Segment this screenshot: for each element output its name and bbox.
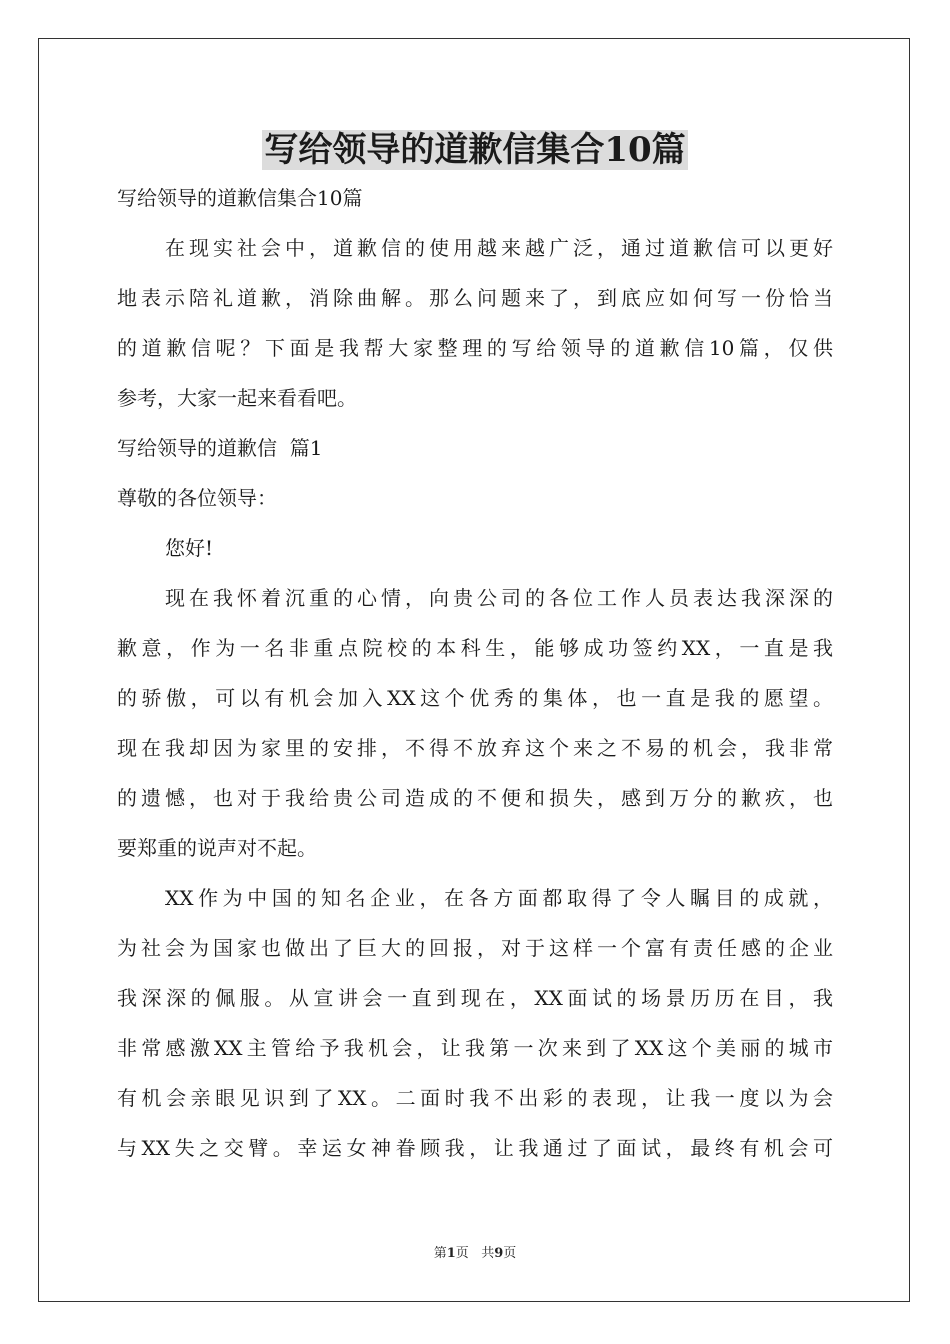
footer-prefix: 第	[433, 1246, 447, 1261]
footer-total-suffix: 页	[503, 1246, 517, 1261]
footer-total-pages: 9	[494, 1246, 504, 1261]
paragraph-line: 现在我却因为家里的安排，不得不放弃这个来之不易的机会，我非常	[117, 736, 833, 760]
letter-salutation: 尊敬的各位领导：	[117, 486, 277, 510]
section-heading: 写给领导的道歉信 篇1	[117, 436, 323, 460]
intro-line: 的道歉信呢？下面是我帮大家整理的写给领导的道歉信10篇，仅供	[117, 336, 833, 360]
intro-line: 参考，大家一起来看看吧。	[117, 386, 357, 410]
paragraph-line: 与XX失之交臂。幸运女神眷顾我，让我通过了面试，最终有机会可	[117, 1136, 833, 1160]
footer-page-number: 1	[446, 1246, 456, 1261]
document-subtitle: 写给领导的道歉信集合10篇	[117, 186, 363, 210]
document-title	[0, 124, 950, 176]
page-footer	[0, 1244, 950, 1264]
paragraph-line: 的遗憾，也对于我给贵公司造成的不便和损失，感到万分的歉疚，也	[117, 786, 833, 810]
paragraph-line: 我深深的佩服。从宣讲会一直到现在，XX面试的场景历历在目，我	[117, 986, 833, 1010]
paragraph-line: 现在我怀着沉重的心情，向贵公司的各位工作人员表达我深深的	[165, 586, 833, 610]
intro-line: 在现实社会中，道歉信的使用越来越广泛，通过道歉信可以更好	[165, 236, 833, 260]
paragraph-line: 非常感激XX主管给予我机会，让我第一次来到了XX这个美丽的城市	[117, 1036, 833, 1060]
paragraph-line: 歉意，作为一名非重点院校的本科生，能够成功签约XX，一直是我	[117, 636, 833, 660]
footer-total-prefix: 共	[481, 1246, 495, 1261]
letter-greeting: 您好!	[165, 536, 214, 560]
intro-line: 地表示陪礼道歉，消除曲解。那么问题来了，到底应如何写一份恰当	[117, 286, 833, 310]
paragraph-line: 要郑重的说声对不起。	[117, 836, 317, 860]
document-body	[117, 173, 833, 1173]
paragraph-line: XX作为中国的知名企业，在各方面都取得了令人瞩目的成就，	[165, 886, 833, 910]
footer-page-suffix: 页	[455, 1246, 469, 1261]
paragraph-line: 的骄傲，可以有机会加入XX这个优秀的集体，也一直是我的愿望。	[117, 686, 833, 710]
document-title-text: 写给领导的道歉信集合10篇	[264, 130, 686, 170]
paragraph-line: 有机会亲眼见识到了XX。二面时我不出彩的表现，让我一度以为会	[117, 1086, 833, 1110]
paragraph-line: 为社会为国家也做出了巨大的回报，对于这样一个富有责任感的企业	[117, 936, 833, 960]
